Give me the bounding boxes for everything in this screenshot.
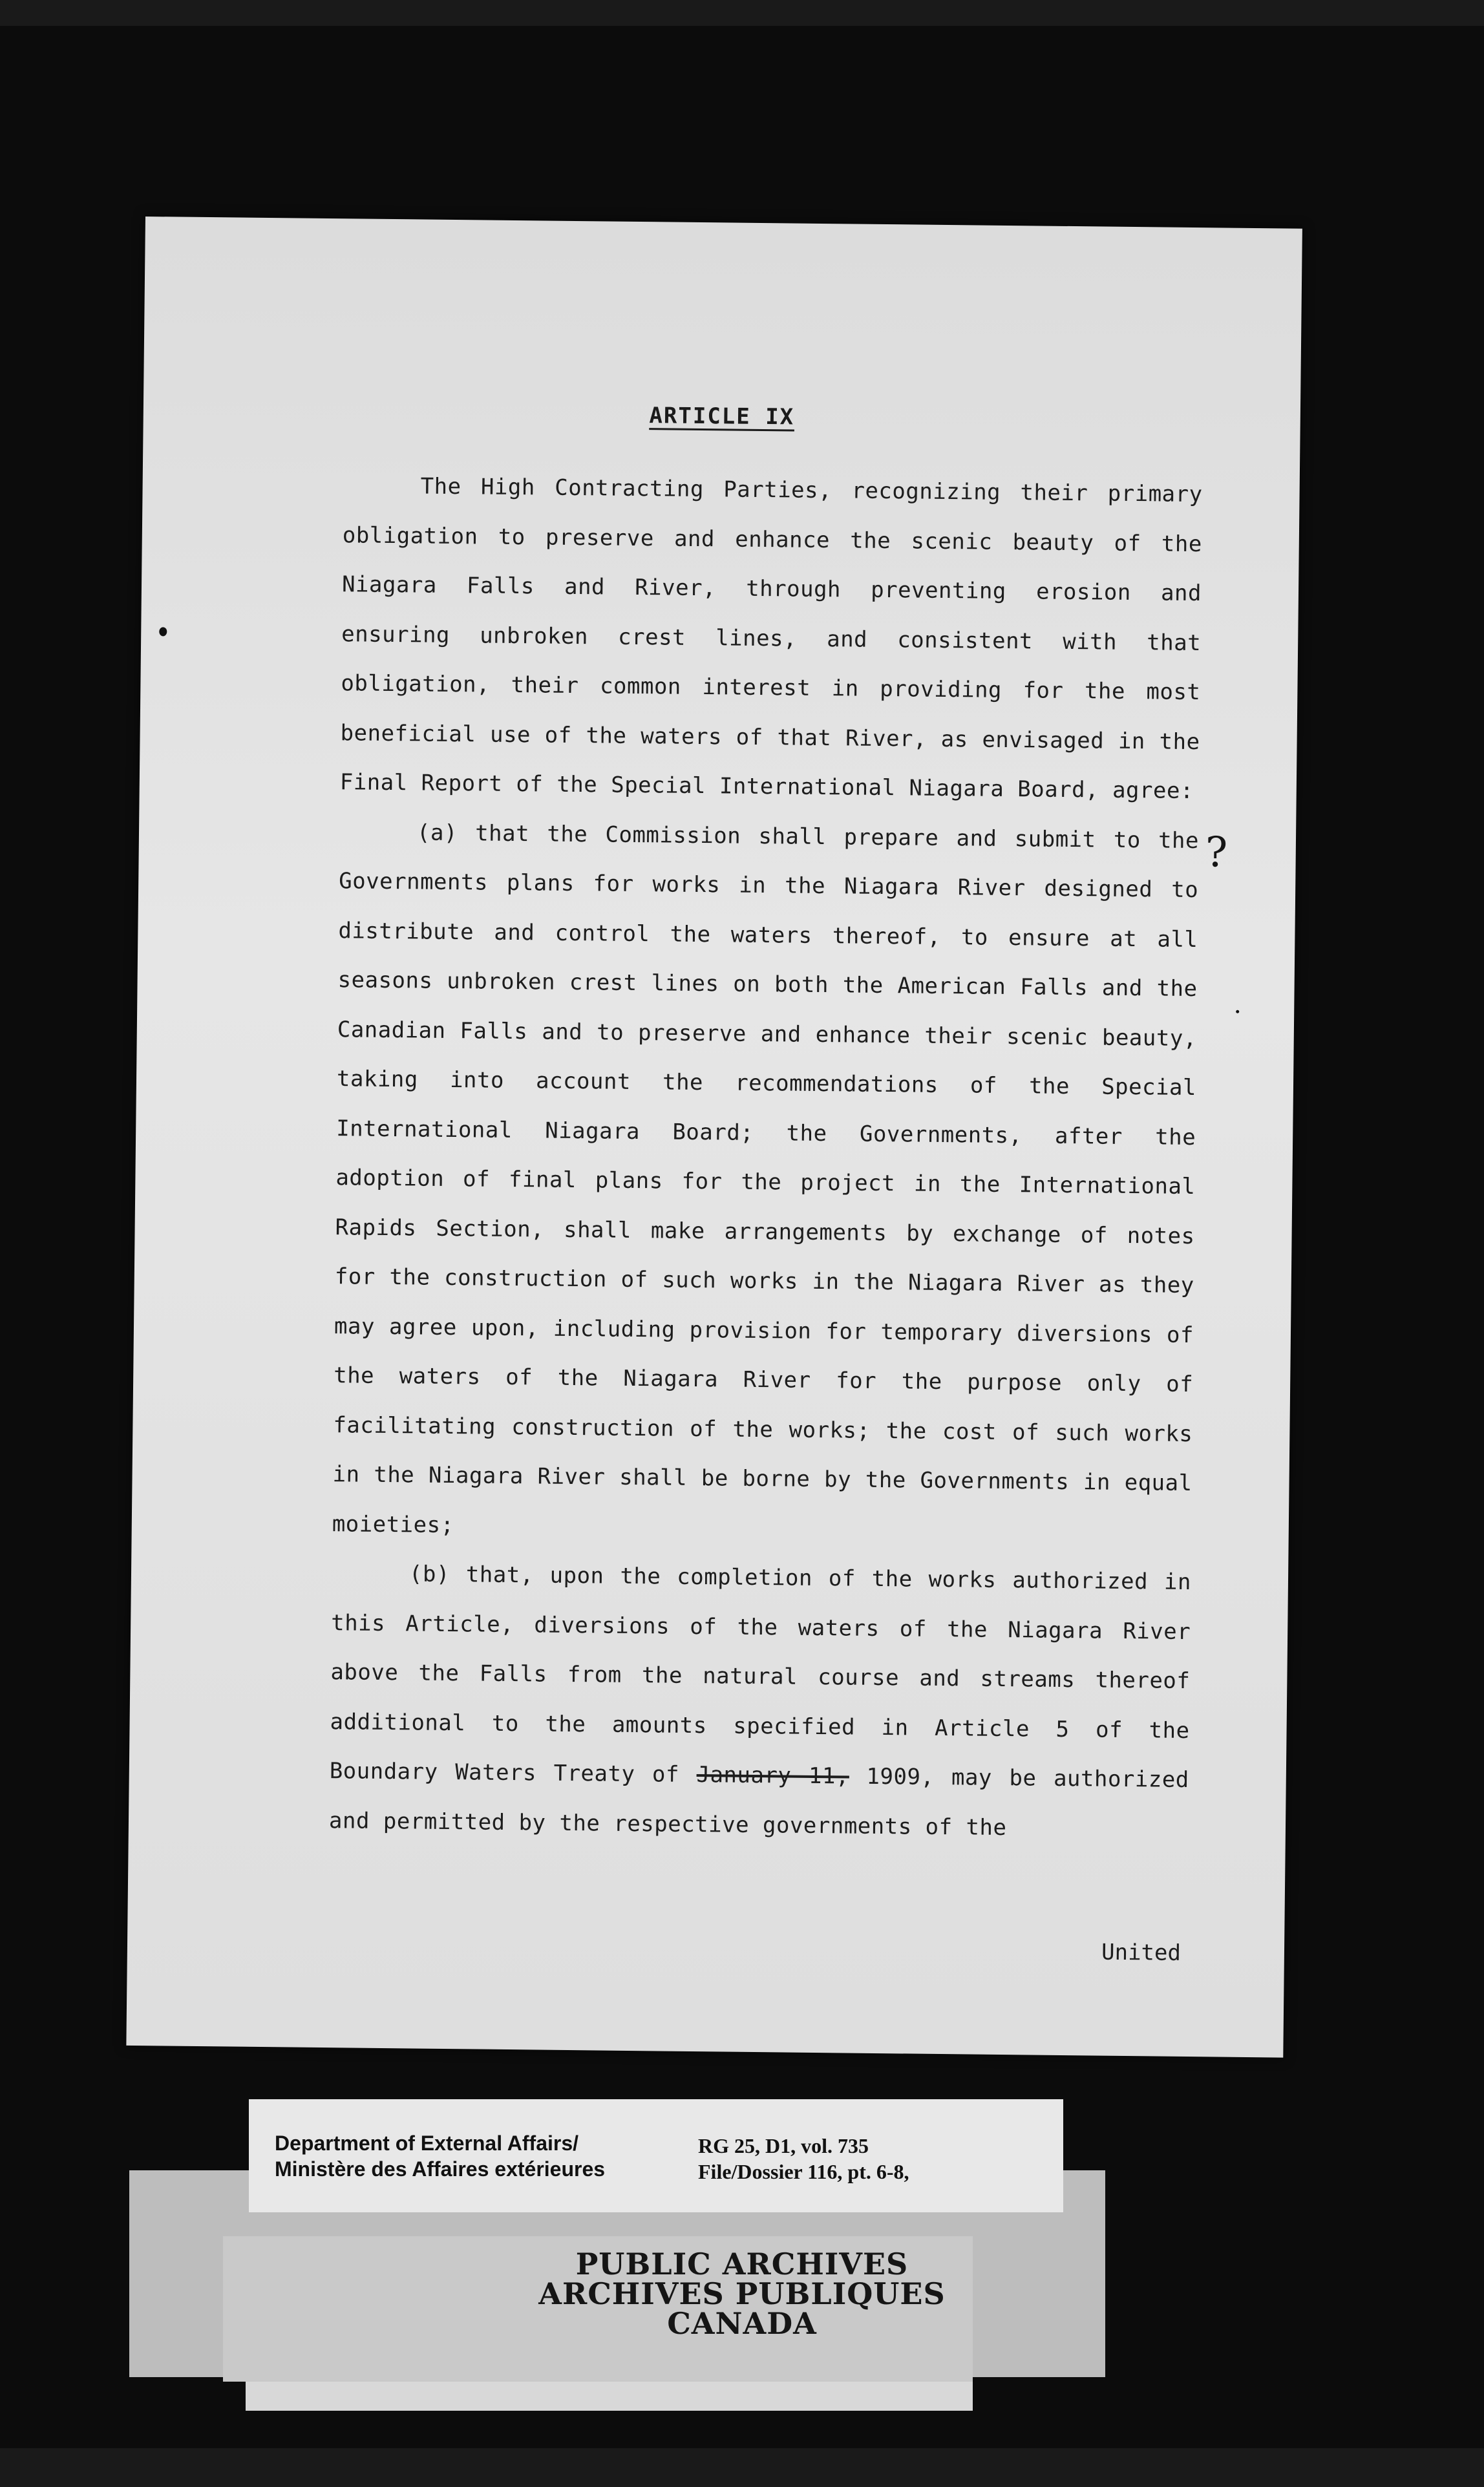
dust-speck bbox=[159, 627, 167, 636]
stamp-line-french: ARCHIVES PUBLIQUES bbox=[538, 2276, 946, 2311]
margin-question-mark: ? bbox=[1205, 829, 1228, 877]
archive-reference-card bbox=[249, 2099, 1063, 2212]
dust-speck bbox=[1236, 1010, 1239, 1013]
struck-date: January 11, bbox=[696, 1762, 850, 1790]
page-continuation-word: United bbox=[1101, 1939, 1182, 1966]
article-body bbox=[329, 461, 1203, 1854]
document-page bbox=[126, 217, 1302, 2058]
stamp-line-country: CANADA bbox=[667, 2306, 817, 2341]
film-edge-top bbox=[0, 0, 1484, 26]
department-label bbox=[275, 2130, 605, 2182]
article-heading: ARTICLE IX bbox=[649, 403, 795, 430]
archives-stamp bbox=[0, 2247, 1484, 2341]
file-dossier-ref: File/Dossier 116, pt. 6-8, bbox=[698, 2160, 909, 2183]
intro-paragraph: The High Contracting Parties, recognizing their primary obligation to preserve and enhance the scenic beauty of the Niagara Falls and River, through preventing erosion and ensuring unbroken crest lines, and consistent with that obligation, their common interest in providing for the most beneficial use of the waters of that River, as envisaged in the Final Report of the Special International Niagara Board, agree: bbox=[339, 473, 1203, 805]
film-edge-bottom bbox=[0, 2448, 1484, 2487]
record-group-ref: RG 25, D1, vol. 735 bbox=[698, 2134, 869, 2157]
department-english: Department of External Affairs/ bbox=[275, 2132, 579, 2155]
stamp-line-english: PUBLIC ARCHIVES bbox=[575, 2247, 909, 2281]
film-strip-edge bbox=[246, 2382, 973, 2411]
clause-b-text: (b) that, upon the completion of the works authorized in this Article, diversions of the waters of the Niagara River above the Falls from the natural course and streams thereof additional to the amounts specified in Article 5 of the Boundary Waters Treaty of bbox=[329, 1561, 1192, 1788]
clause-b-text-end: 1909, may be authorized and permitted by the respective governments of the bbox=[328, 1763, 1189, 1841]
department-french: Ministère des Affaires extérieures bbox=[275, 2157, 606, 2181]
clause-b-paragraph bbox=[329, 1549, 1192, 1854]
file-reference bbox=[698, 2133, 909, 2185]
clause-a-paragraph: (a) that the Commission shall prepare and submit to the Governments plans for works in the Niagara River designed to distribute and control the waters thereof, to ensure at all seasons unbroken crest lines on both the American Falls and the Canadian Falls and to preserve and enhance their scenic beauty, taking into account the recommendations of the Special International Niagara Board; the Governments, after the adoption of final plans for the project in the International Rapids Section, shall make arrangements by exchange of notes for the construction of such works in the Niagara River as they may agree upon, including provision for temporary diversions of the waters of the Niagara River for the purpose only of facilitating construction of the works; the cost of such works in the Niagara River shall be borne by the Governments in equal moieties; bbox=[332, 819, 1200, 1538]
